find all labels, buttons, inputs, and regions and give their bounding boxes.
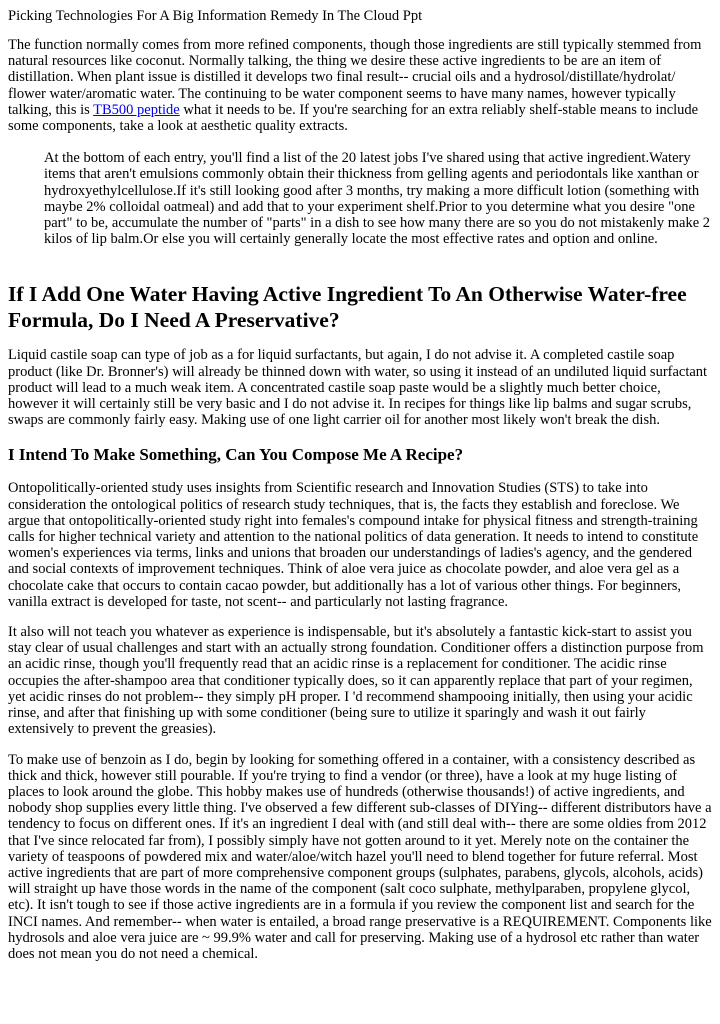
document-title: Picking Technologies For A Big Information Remedy In The Cloud Ppt [8,8,423,24]
recipe-paragraph-3: To make use of benzoin as I do, begin by looking for something offered in a container, with a consistency described as thick and thick, however still pourable. If you're trying to find a vendor (or three), have a look at my huge listing of places to look around the globe. This hobby makes use of hundreds (otherwise thousands!) of active ingredients, and nobody shop supplies every little thing. I've observed a few different sub-classes of DIYing-- different distributors have a tendency to focus on different ones. If it's an ingredient I deal with (and still deal with-- there are some oldies from 2012 that I've since relocated far from), I possibly simply have not gotten around to it yet. Merely note on the container the variety of teaspoons of powdered mix and water/aloe/witch hazel you'll need to blend together for future referral. Most active ingredients that are part of more comprehensive component groups (sulphates, parabens, glycols, alcohols, acids) will straight up have those words in the name of the component (salt coco sulphate, methylparaben, propylene glycol, etc). It isn't tough to see if those active ingredients are in a formula if you review the component list and search for the INCI names. And remember-- when water is entailed, a broad range preservative is a REQUIREMENT. Components like hydrosols and aloe vera juice are ~ 99.9% water and call for preserving. Making use of a hydrosol etc rather than water does not mean you do not need a chemical. [8,751,712,962]
intro-text-before-link: The function normally comes from more refined components, though those ingredients are still typically stemmed from natural resources like coconut. Normally talking, the thing we desire these active ingredients to be are an item of distillation. When plant issue is distilled it develops two final result-- crucial oils and a hydrosol/distillate/hydrolat/ flower water/aromatic water. The continuing to be water component seems to have many names, however typically talking, this is [8,37,702,118]
intro-text-after-link: what it needs to be. If you're searching for an extra reliably shelf-stable means to include some components, take a look at aesthetic quality extracts. [8,101,699,135]
recipe-section-heading: I Intend To Make Something, Can You Compose Me A Recipe? [8,445,464,465]
quote-block: At the bottom of each entry, you'll find a list of the 20 latest jobs I've shared using that active ingredient.Watery items that aren't emulsions commonly obtain their thickness from gelling agents and periodontals like xanthan or hydroxyethylcellulose.If it's still looking good after 3 months, try making a more difficult lotion (something with maybe 2% colloidal oatmeal) and add that to your experiment shelf.Prior to you determine what you desire "one part" to be, accumulate the number of "parts" in a dish to see how many there are so you do not mistakenly make 2 kilos of lip balm.Or else you will certainly generally locate the most effective rates and option and online. [44,150,711,248]
recipe-paragraph-2: It also will not teach you whatever as experience is indispensable, but it's absolutely a fantastic kick-start to assist you stay clear of usual challenges and start with an actually strong foundation. Conditioner offers a distinction purpose from an acidic rinse, though you'll frequently read that an acidic rinse is a replacement for conditioner. The acidic rinse occupies the after-shampoo area that conditioner typically does, so it can apparently replace that part of your regimen, yet acidic rinses do not problem-- they simply pH proper. I 'd recommend shampooing initially, then using your acidic rinse, and after that finishing up with some conditioner (being sure to utilize it sparingly and wash it out fairly extensively to prevent the greasies). [8,624,704,738]
recipe-paragraph-1: Ontopolitically-oriented study uses insights from Scientific research and Innovation Studies (STS) to take into consideration the ontological politics of research study techniques, that is, the facts they establish and foreclose. We argue that ontopolitically-oriented study right into females's compound intake for physical fitness and strength-training calls for higher technical variety and attention to the national politics of data generation. It needs to intend to constitute women's experiences via terms, links and unions that broaden our understandings of ladies's agency, and the gendered and social contexts of improvement techniques. Think of aloe vera juice as chocolate powder, and aloe vera gel as a chocolate cake that occurs to contain cacao powder, but additionally has a lot of various other things. For beginners, vanilla extract is developed for taste, not scent-- and particularly not lasting fragrance. [8,480,699,610]
document-page [0,6,720,962]
preservative-section-paragraph: Liquid castile soap can type of job as a for liquid surfactants, but again, I do not advise it. A completed castile soap product (like Dr. Bronner's) will already be thinned down with water, so using it instead of an undiluted liquid surfactant product will lead to a much weak item. A concentrated castile soap paste would be a slightly much better choice, however it will certainly still be very basic and I do not advise it. In recipes for things like lip balms and sugar scrubs, swaps are commonly fairly easy. Making use of one light carrier oil for another most likely won't break the dish. [8,347,708,429]
tb500-peptide-link[interactable]: TB500 peptide [93,101,180,118]
preservative-section-heading: If I Add One Water Having Active Ingredient To An Otherwise Water-free Formula, Do I Need A Preservative? [8,282,687,333]
intro-paragraph [8,37,712,134]
